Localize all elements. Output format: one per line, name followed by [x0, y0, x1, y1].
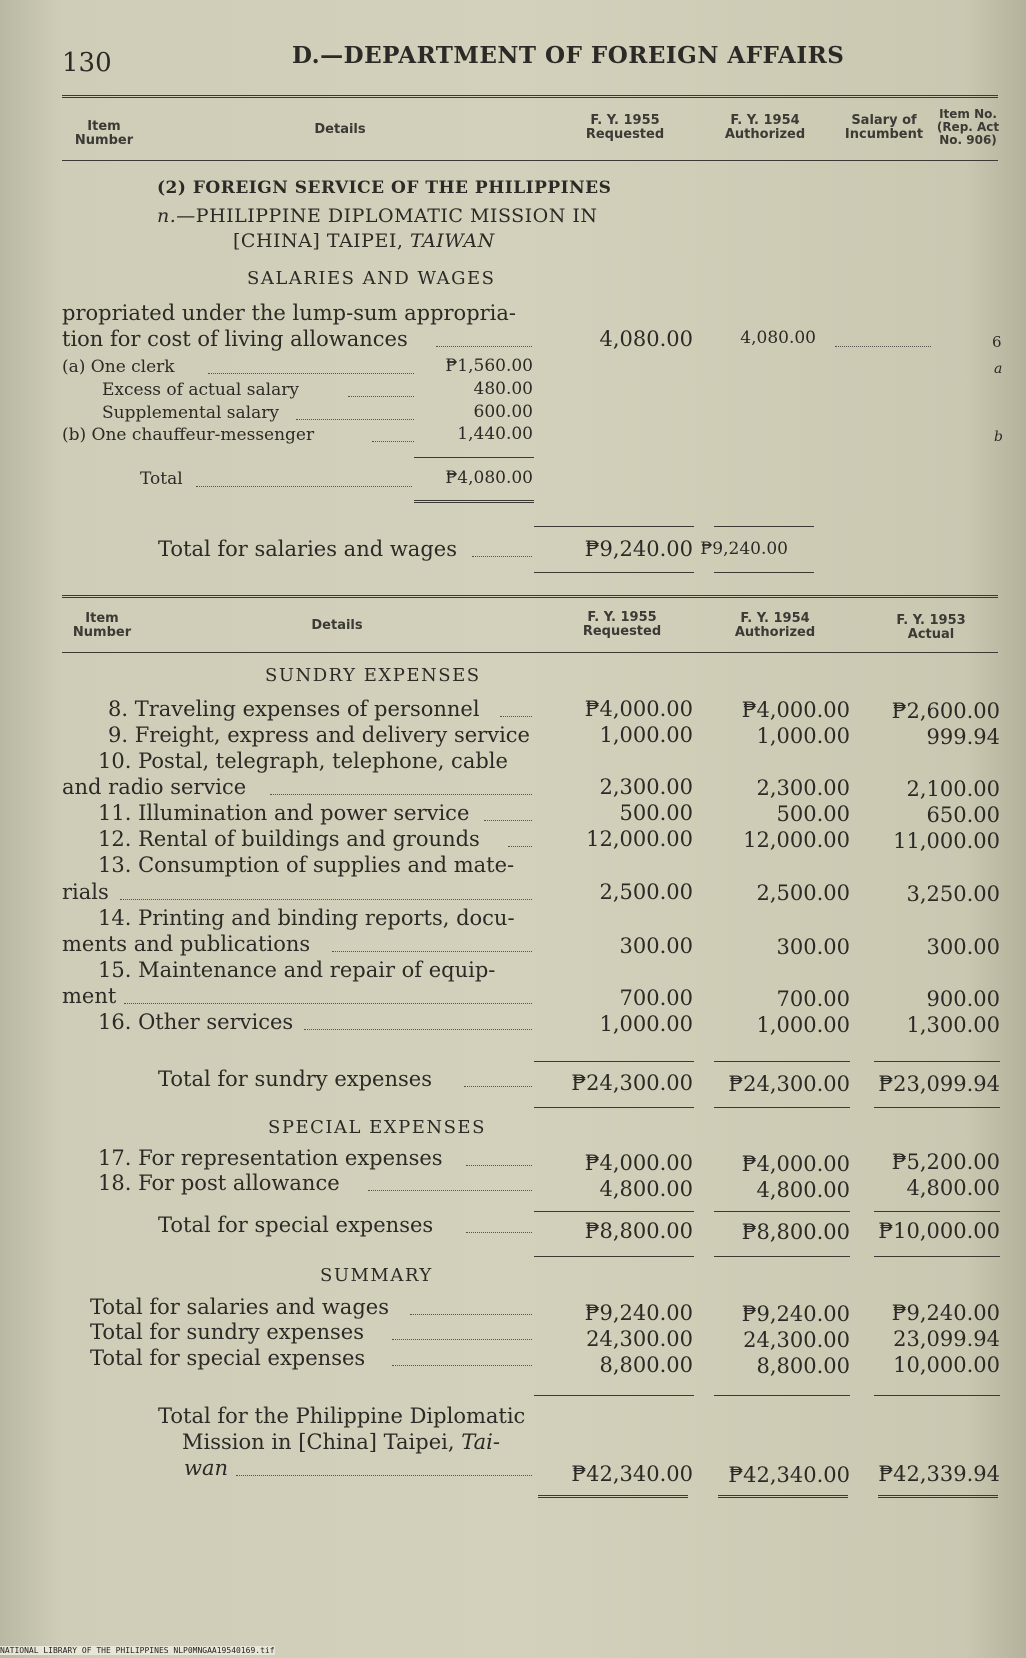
sundry-item-16-authorized: 1,000.00: [756, 1013, 850, 1037]
section-mission-line: n.—PHILIPPINE DIPLOMATIC MISSION IN: [157, 205, 598, 227]
sundry-item-15-actual: 900.00: [926, 987, 1000, 1011]
special-item-17-requested: ₱4,000.00: [584, 1151, 693, 1175]
summary-grand-label-1: Total for the Philippine Diplomatic: [158, 1404, 526, 1428]
page-number: 130: [62, 48, 112, 78]
salaries-cont-itemno: 6: [992, 333, 1002, 351]
summary-salaries-actual: ₱9,240.00: [891, 1301, 1000, 1325]
summary-grand-label-3: wan: [184, 1456, 229, 1480]
summary-special-requested: 8,800.00: [599, 1353, 693, 1377]
sundry-item-10-authorized: 2,300.00: [756, 776, 850, 800]
sundry-item-8-requested: ₱4,000.00: [584, 697, 693, 721]
summary-salaries-authorized: ₱9,240.00: [741, 1302, 850, 1326]
header2-bottom-rule: [62, 652, 998, 653]
sundry-item-8-authorized: ₱4,000.00: [741, 698, 850, 722]
summary-special-actual: 10,000.00: [893, 1353, 1000, 1377]
summary-salaries-requested: ₱9,240.00: [584, 1301, 693, 1325]
sundry-item-14-requested: 300.00: [619, 934, 693, 958]
summary-heading: SUMMARY: [320, 1265, 433, 1286]
salaries-grand-label: Total for salaries and wages: [158, 537, 457, 561]
salary-detail-clerk-itemno: a: [994, 361, 1003, 377]
special-item-18-actual: 4,800.00: [906, 1176, 1000, 1200]
special-total-label: Total for special expenses: [158, 1213, 434, 1237]
sundry-item-14-cont: ments and publications: [62, 932, 311, 956]
special-item-17-actual: ₱5,200.00: [891, 1150, 1000, 1174]
scan-footer: NATIONAL LIBRARY OF THE PHILIPPINES NLP0MNGAA19540169.tif: [0, 1646, 275, 1655]
salary-detail-excess-amount: 480.00: [473, 379, 533, 399]
sundry-item-12-requested: 12,000.00: [586, 827, 693, 851]
sundry-item-12-actual: 11,000.00: [893, 829, 1000, 853]
header1-bottom-rule: [62, 160, 998, 161]
sundry-item-11-authorized: 500.00: [776, 802, 850, 826]
special-heading: SPECIAL EXPENSES: [268, 1117, 486, 1138]
salary-detail-chauffeur: (b) One chauffeur-messenger: [62, 425, 315, 445]
special-item-18-requested: 4,800.00: [599, 1177, 693, 1201]
sundry-item-9-authorized: 1,000.00: [756, 724, 850, 748]
salaries-cont-authorized: 4,080.00: [740, 328, 816, 348]
salary-detail-excess: Excess of actual salary: [102, 380, 299, 400]
special-item-17: 17. For representation expenses: [98, 1146, 443, 1170]
special-total-actual: ₱10,000.00: [878, 1219, 1000, 1243]
salary-total-amount: ₱4,080.00: [445, 468, 533, 488]
sundry-item-15-authorized: 700.00: [776, 987, 850, 1011]
summary-grand-label-2: Mission in [China] Taipei, Tai-: [182, 1430, 500, 1454]
header2-authorized: F. Y. 1954 Authorized: [734, 611, 816, 640]
sundry-total-requested: ₱24,300.00: [571, 1071, 693, 1095]
sundry-item-13-requested: 2,500.00: [599, 880, 693, 904]
summary-special: Total for special expenses: [90, 1346, 366, 1370]
sundry-item-10: 10. Postal, telegraph, telephone, cable: [98, 749, 508, 773]
header2-top-rule: [62, 595, 998, 598]
summary-grand-authorized: ₱42,340.00: [728, 1463, 850, 1487]
special-item-17-authorized: ₱4,000.00: [741, 1152, 850, 1176]
sundry-item-8: 8. Traveling expenses of personnel: [108, 697, 480, 721]
salary-detail-clerk-amount: ₱1,560.00: [445, 356, 533, 376]
sundry-item-9-actual: 999.94: [926, 725, 1000, 749]
header1-itemno: Item No. (Rep. Act No. 906): [936, 107, 1000, 147]
sundry-item-16-requested: 1,000.00: [599, 1012, 693, 1036]
sundry-item-14-authorized: 300.00: [776, 935, 850, 959]
sundry-item-11-requested: 500.00: [619, 801, 693, 825]
sundry-total-actual: ₱23,099.94: [878, 1072, 1000, 1096]
header2-actual: F. Y. 1953 Actual: [896, 613, 966, 642]
sundry-item-8-actual: ₱2,600.00: [891, 699, 1000, 723]
header2-requested: F. Y. 1955 Requested: [582, 610, 662, 639]
sundry-item-10-requested: 2,300.00: [599, 775, 693, 799]
sundry-item-13: 13. Consumption of supplies and mate-: [98, 853, 515, 877]
sundry-item-10-cont: and radio service: [62, 775, 247, 799]
sundry-item-16: 16. Other services: [98, 1010, 294, 1034]
salary-detail-chauffeur-itemno: b: [994, 429, 1003, 445]
summary-sundry-authorized: 24,300.00: [743, 1328, 850, 1352]
special-item-18: 18. For post allowance: [98, 1171, 340, 1195]
sundry-item-14: 14. Printing and binding reports, docu-: [98, 906, 515, 930]
sundry-item-13-cont: rials: [62, 880, 109, 904]
salary-detail-supplemental: Supplemental salary: [102, 403, 279, 423]
sundry-item-15-requested: 700.00: [619, 986, 693, 1010]
sundry-item-16-actual: 1,300.00: [906, 1013, 1000, 1037]
sundry-item-10-actual: 2,100.00: [906, 777, 1000, 801]
header1-top-rule: [62, 95, 998, 98]
summary-sundry: Total for sundry expenses: [90, 1320, 364, 1344]
salary-detail-supplemental-amount: 600.00: [473, 402, 533, 422]
sundry-item-12: 12. Rental of buildings and grounds: [98, 827, 480, 851]
summary-sundry-actual: 23,099.94: [893, 1327, 1000, 1351]
sundry-item-15-cont: ment: [62, 984, 117, 1008]
salaries-cont-line2: tion for cost of living allowances: [62, 327, 408, 351]
special-total-requested: ₱8,800.00: [584, 1219, 693, 1243]
section-foreign-service: (2) FOREIGN SERVICE OF THE PHILIPPINES: [157, 178, 612, 198]
salaries-cont-requested: 4,080.00: [599, 327, 693, 351]
summary-salaries: Total for salaries and wages: [90, 1295, 389, 1319]
sundry-item-11: 11. Illumination and power service: [98, 801, 470, 825]
salary-detail-chauffeur-amount: 1,440.00: [457, 424, 533, 444]
sundry-item-14-actual: 300.00: [926, 935, 1000, 959]
special-total-authorized: ₱8,800.00: [741, 1220, 850, 1244]
header2-item: Item Number: [72, 611, 132, 640]
sundry-item-9: 9. Freight, express and delivery service: [108, 723, 530, 747]
summary-grand-actual: ₱42,339.94: [878, 1462, 1000, 1486]
salaries-grand-requested: ₱9,240.00: [584, 537, 693, 561]
summary-grand-requested: ₱42,340.00: [571, 1462, 693, 1486]
sundry-total-authorized: ₱24,300.00: [728, 1072, 850, 1096]
header1-authorized: F. Y. 1954 Authorized: [724, 113, 806, 142]
header1-item: Item Number: [74, 119, 134, 148]
salaries-heading: SALARIES AND WAGES: [247, 268, 496, 289]
header1-incumbent: Salary of Incumbent: [844, 113, 924, 142]
page-title: D.—DEPARTMENT OF FOREIGN AFFAIRS: [292, 42, 845, 69]
salary-detail-clerk: (a) One clerk: [62, 357, 175, 377]
sundry-item-12-authorized: 12,000.00: [743, 828, 850, 852]
sundry-item-11-actual: 650.00: [926, 803, 1000, 827]
sundry-total-label: Total for sundry expenses: [158, 1067, 432, 1091]
summary-sundry-requested: 24,300.00: [586, 1327, 693, 1351]
salary-total-label: Total: [140, 469, 183, 489]
sundry-item-15: 15. Maintenance and repair of equip-: [98, 958, 496, 982]
salaries-cont-line1: propriated under the lump-sum appropria-: [62, 301, 517, 325]
section-taipei-line: [CHINA] TAIPEI, TAIWAN: [233, 230, 495, 252]
header2-details: Details: [311, 618, 363, 633]
summary-special-authorized: 8,800.00: [756, 1354, 850, 1378]
salaries-grand-authorized: ₱9,240.00: [700, 539, 788, 559]
header1-requested: F. Y. 1955 Requested: [585, 113, 665, 142]
sundry-item-13-authorized: 2,500.00: [756, 881, 850, 905]
header1-details: Details: [314, 122, 366, 137]
sundry-item-13-actual: 3,250.00: [906, 882, 1000, 906]
sundry-heading: SUNDRY EXPENSES: [265, 665, 481, 686]
sundry-item-9-requested: 1,000.00: [599, 723, 693, 747]
special-item-18-authorized: 4,800.00: [756, 1178, 850, 1202]
